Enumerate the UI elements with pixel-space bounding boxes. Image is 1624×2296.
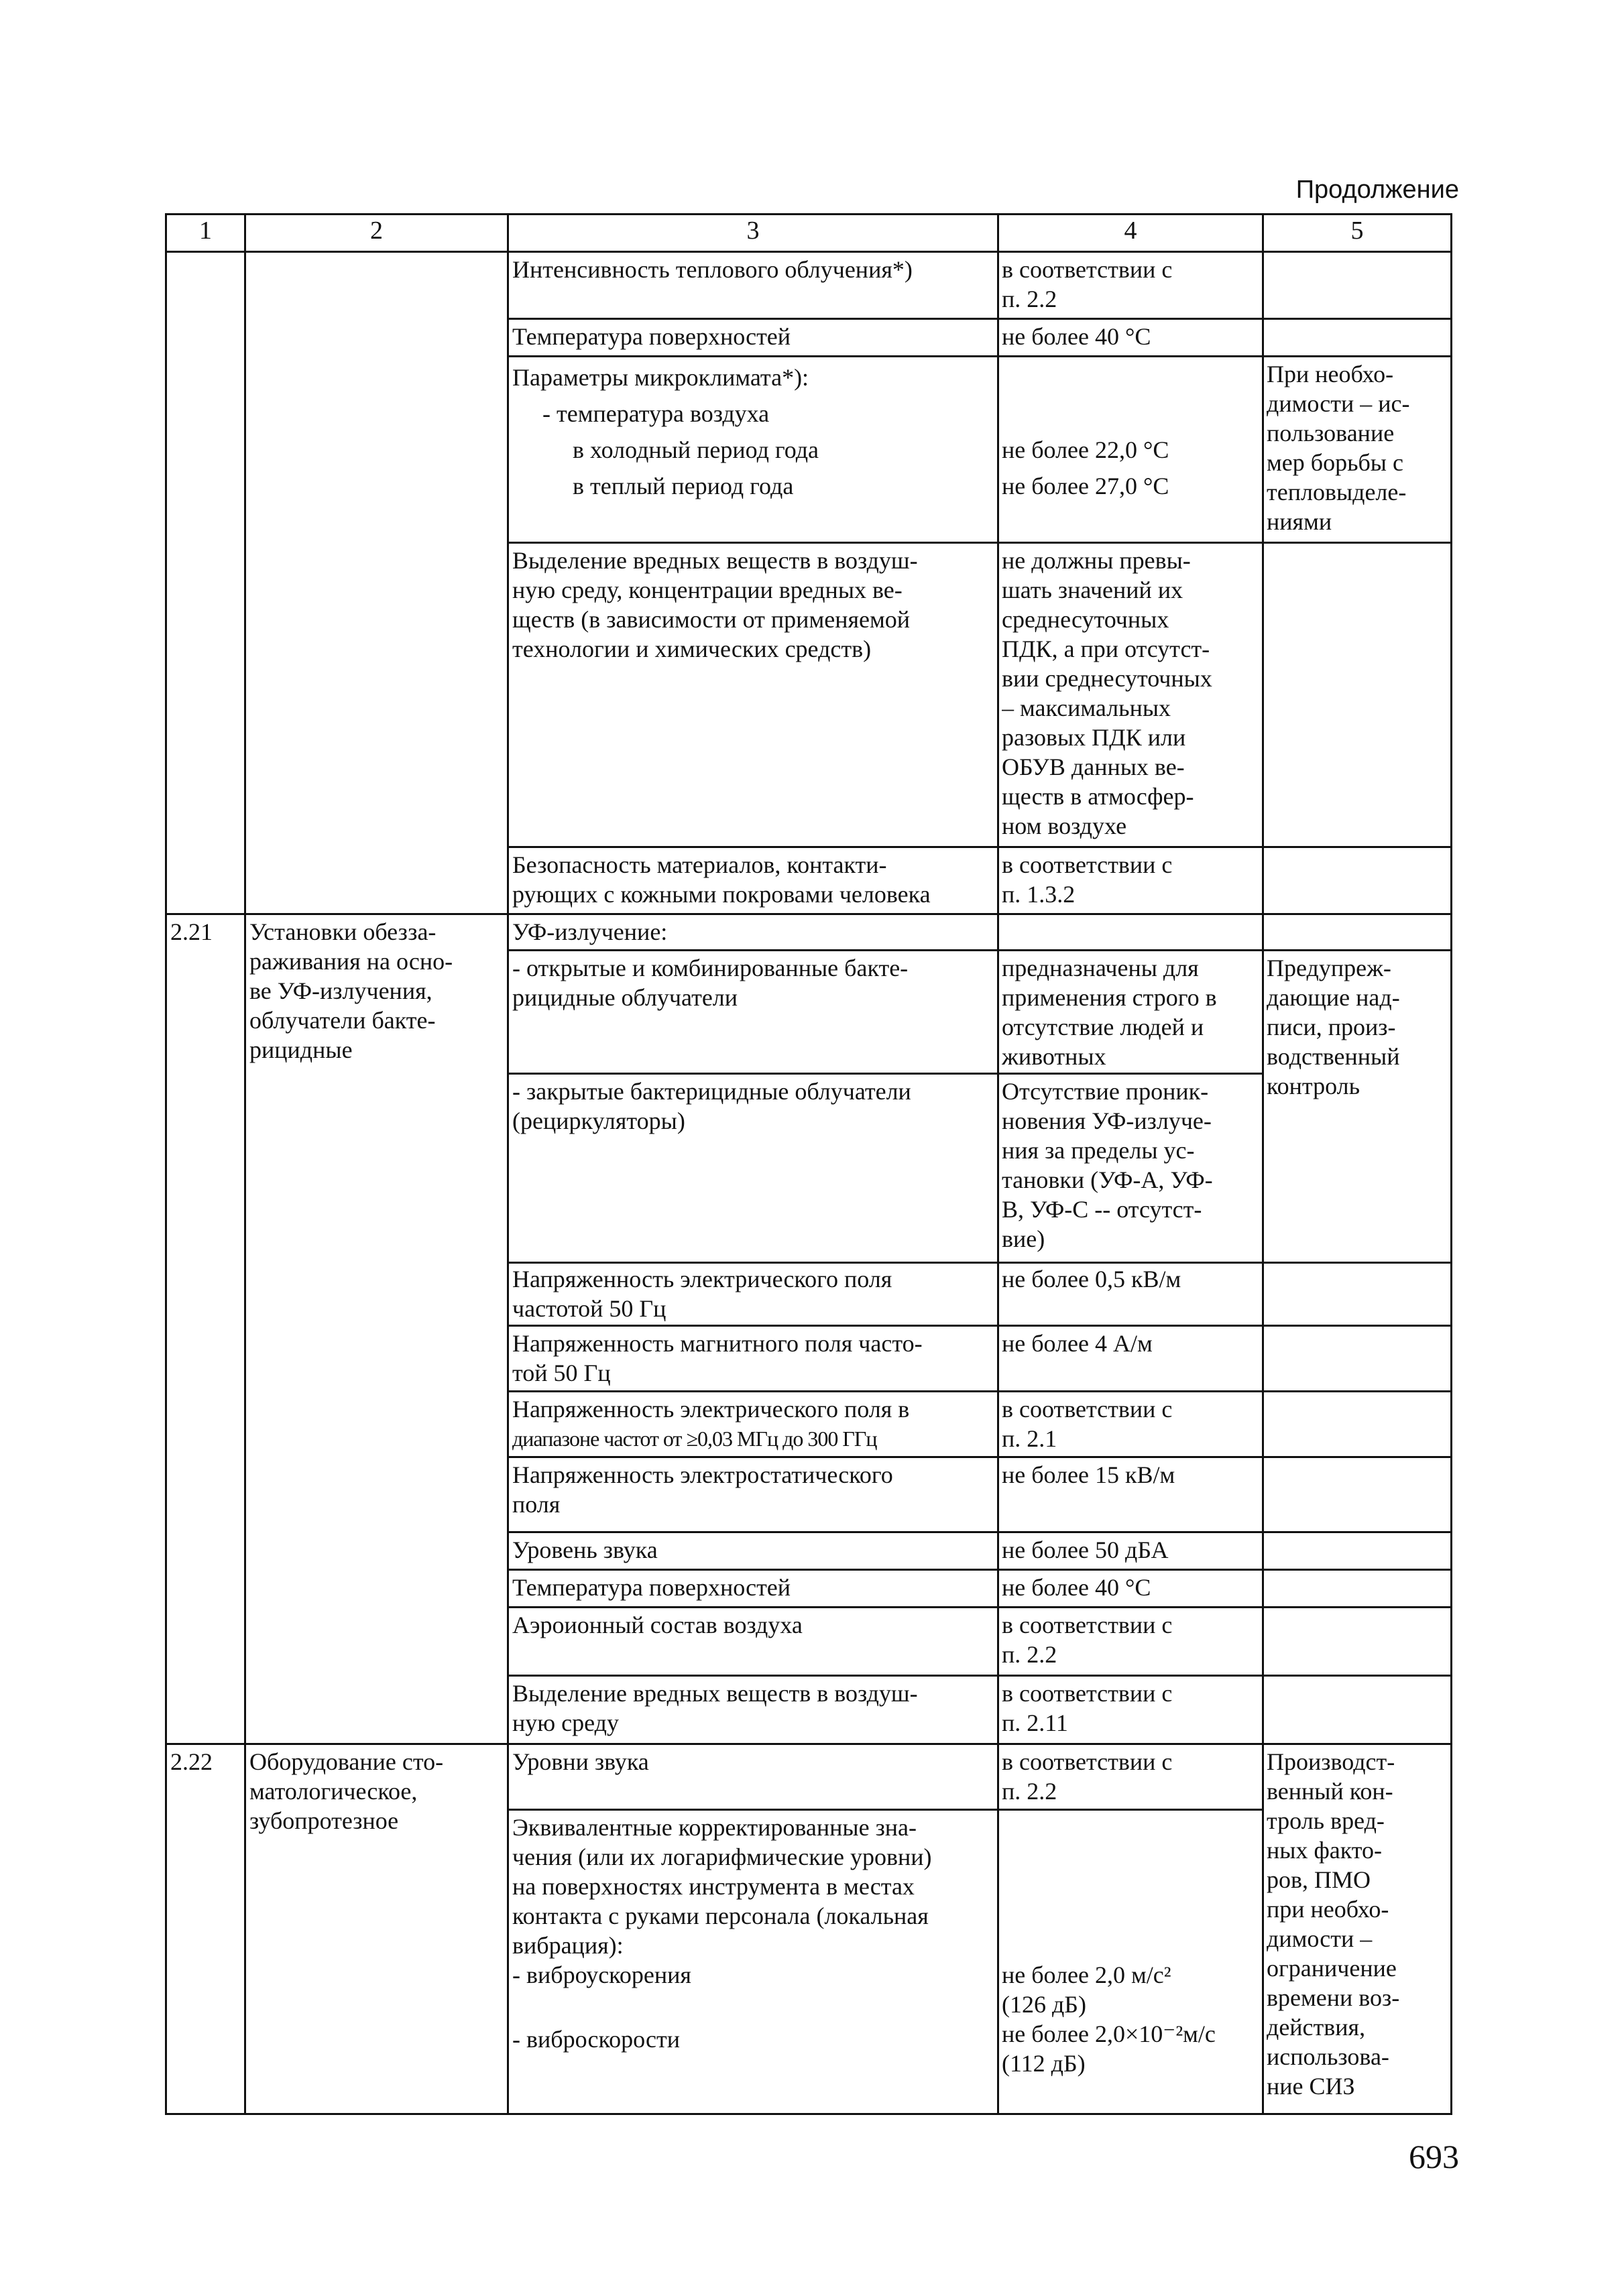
table-cell — [1002, 953, 1261, 1071]
cell-line: в соответствии с — [1002, 1748, 1173, 1775]
table-cell — [512, 1264, 995, 1323]
cell-line: ние СИЗ — [1267, 2073, 1355, 2100]
cell-line: пользование — [1267, 420, 1395, 446]
table-cell — [1267, 953, 1449, 1101]
table-cell — [512, 1460, 995, 1519]
table-cell — [512, 1610, 995, 1640]
table-cell — [512, 953, 995, 1012]
cell-line: ную среду — [512, 1709, 619, 1736]
cell-line: поля — [512, 1491, 561, 1518]
continuation-label: Продолжение — [1295, 176, 1459, 204]
cell-line: 2.21 — [170, 918, 213, 945]
cell-line: не более 2,0 м/с² — [1002, 1961, 1171, 1988]
cell-line: Интенсивность теплового облучения*) — [512, 256, 913, 283]
cell-line: Уровень звука — [512, 1536, 658, 1563]
cell-line: предназначены для — [1002, 955, 1199, 981]
cell-line: тановки (УФ-А, УФ- — [1002, 1166, 1213, 1193]
cell-line: ниями — [1267, 508, 1332, 535]
table-cell — [1267, 359, 1449, 536]
cell-line: тепловыделе- — [1267, 479, 1407, 505]
cell-line: В, УФ-С -- отсутст- — [1002, 1196, 1202, 1223]
table-cell — [1002, 1329, 1261, 1358]
cell-line: Аэроионный состав воздуха — [512, 1612, 803, 1638]
cell-line: ров, ПМО — [1267, 1866, 1371, 1893]
cell-line: – максимальных — [1002, 694, 1171, 721]
table-cell — [512, 359, 995, 504]
cell-line: писи, произ- — [1267, 1014, 1396, 1040]
cell-line: димости – ис- — [1267, 390, 1410, 417]
cell-line: Эквивалентные корректированные зна- — [512, 1814, 917, 1841]
cell-line: отсутствие людей и — [1002, 1014, 1204, 1040]
cell-line: Напряженность магнитного поля часто- — [512, 1330, 923, 1357]
cell-line: п. 1.3.2 — [1002, 881, 1076, 908]
cell-line: рующих с кожными покровами человека — [512, 881, 931, 908]
cell-line: в соответствии с — [1002, 851, 1173, 878]
cell-line: (112 дБ) — [1002, 2050, 1086, 2077]
cell-line: ПДК, а при отсутст- — [1002, 636, 1210, 662]
cell-line: Отсутствие проник- — [1002, 1078, 1209, 1105]
cell-line: мер борьбы с — [1267, 449, 1403, 476]
cell-line: Температура поверхностей — [512, 1574, 791, 1601]
cell-line: не более 4 А/м — [1002, 1330, 1153, 1357]
table-cell — [1002, 1264, 1261, 1294]
cell-line: Предупреж- — [1267, 955, 1391, 981]
cell-line: облучатели бакте- — [249, 1007, 436, 1034]
table-cell — [512, 1679, 995, 1738]
cell-line: не более 50 дБА — [1002, 1536, 1169, 1563]
cell-line: - закрытые бактерицидные облучатели — [512, 1078, 911, 1105]
table-cell — [1002, 1394, 1261, 1453]
cell-line: - виброускорения — [512, 1961, 691, 1988]
cell-line: Напряженность электрического поля — [512, 1266, 892, 1292]
column-header-5: 5 — [1350, 217, 1364, 245]
cell-line: не более 0,5 кВ/м — [1002, 1266, 1181, 1292]
cell-line: ществ (в зависимости от применяемой — [512, 606, 911, 633]
table-cell — [1002, 255, 1261, 314]
table-cell — [512, 1747, 995, 1776]
cell-line: п. 2.2 — [1002, 1641, 1057, 1668]
cell-line: Безопасность материалов, контакти- — [512, 851, 887, 878]
cell-line: Производст- — [1267, 1748, 1395, 1775]
cell-line: не более 27,0 °С — [1002, 473, 1169, 499]
cell-line: среднесуточных — [1002, 606, 1169, 633]
cell-line: не более 22,0 °С — [1002, 436, 1169, 463]
column-header-3: 3 — [746, 217, 760, 245]
cell-line: п. 2.1 — [1002, 1425, 1057, 1452]
cell-line: - виброскорости — [512, 2026, 680, 2053]
cell-line: разовых ПДК или — [1002, 724, 1186, 751]
cell-line: на поверхностях инструмента в местах — [512, 1873, 915, 1900]
cell-line: ных факто- — [1267, 1837, 1383, 1864]
cell-line: в соответствии с — [1002, 1396, 1173, 1423]
cell-line: п. 2.2 — [1002, 1778, 1057, 1805]
cell-line: Выделение вредных веществ в воздуш- — [512, 547, 918, 574]
table-cell — [1002, 1077, 1261, 1254]
cell-line: ве УФ-излучения, — [249, 977, 432, 1004]
cell-line: ществ в атмосфер- — [1002, 783, 1194, 810]
cell-line: раживания на осно- — [249, 948, 453, 975]
cell-line: вибрация): — [512, 1932, 624, 1959]
cell-line: шать значений их — [1002, 577, 1183, 603]
cell-line: контроль — [1267, 1073, 1360, 1099]
page-number: 693 — [1409, 2138, 1459, 2175]
cell-line: (126 дБ) — [1002, 1991, 1086, 2018]
cell-line: - температура воздуха — [542, 400, 770, 427]
cell-line: в холодный период года — [573, 436, 819, 463]
cell-line: ном воздухе — [1002, 812, 1127, 839]
cell-line: животных — [1002, 1043, 1106, 1070]
table-cell — [512, 322, 995, 351]
cell-line: вии среднесуточных — [1002, 665, 1212, 692]
item-number — [170, 1747, 243, 1776]
cell-line: ную среду, концентрации вредных ве- — [512, 577, 903, 603]
cell-line: в теплый период года — [573, 473, 794, 499]
cell-line: новения УФ-излуче- — [1002, 1107, 1212, 1134]
cell-line: вие) — [1002, 1225, 1045, 1252]
cell-line: п. 2.11 — [1002, 1709, 1068, 1736]
cell-line: при необхо- — [1267, 1896, 1389, 1923]
table-cell — [249, 1747, 506, 1835]
table-cell — [1002, 850, 1261, 909]
cell-line: не более 2,0×10⁻²м/с — [1002, 2020, 1216, 2047]
table-cell — [1002, 432, 1261, 504]
table-cell — [512, 1329, 995, 1388]
cell-line: рицидные — [249, 1036, 353, 1063]
table-cell — [512, 917, 995, 947]
cell-line: действия, — [1267, 2014, 1366, 2041]
cell-line: технологии и химических средств) — [512, 636, 872, 662]
cell-line: ния за пределы ус- — [1002, 1137, 1195, 1164]
table-cell — [1002, 322, 1261, 351]
cell-line: 2.22 — [170, 1748, 213, 1775]
cell-line: диапазоне частот от ≥0,03 МГц до 300 ГГц — [512, 1427, 877, 1451]
table-cell — [512, 546, 995, 664]
cell-line: не более 40 °С — [1002, 323, 1151, 350]
table-cell — [512, 1535, 995, 1565]
cell-line: Оборудование сто- — [249, 1748, 444, 1775]
table-cell — [1002, 1747, 1261, 1806]
cell-line: дающие над- — [1267, 984, 1400, 1011]
cell-line: частотой 50 Гц — [512, 1295, 666, 1322]
cell-line: димости – — [1267, 1925, 1373, 1952]
cell-line: применения строго в — [1002, 984, 1217, 1011]
cell-line: Параметры микроклимата*): — [512, 364, 809, 391]
cell-line: использова- — [1267, 2043, 1389, 2070]
cell-line: матологическое, — [249, 1778, 418, 1805]
cell-line: не должны превы- — [1002, 547, 1191, 574]
table-cell — [512, 1394, 995, 1453]
cell-line: Температура поверхностей — [512, 323, 791, 350]
cell-line: в соответствии с — [1002, 256, 1173, 283]
table-cell — [1267, 1747, 1449, 2101]
table-cell — [512, 1077, 995, 1136]
column-header-4: 4 — [1124, 217, 1137, 245]
table-cell — [1002, 1460, 1261, 1490]
cell-line: - открытые и комбинированные бакте- — [512, 955, 909, 981]
cell-line: той 50 Гц — [512, 1360, 611, 1386]
item-number — [170, 917, 243, 947]
table-cell — [1002, 1573, 1261, 1602]
cell-line: времени воз- — [1267, 1984, 1400, 2011]
table-cell — [512, 850, 995, 909]
table-cell — [512, 1573, 995, 1602]
cell-line: троль вред- — [1267, 1807, 1385, 1834]
table-cell — [1002, 1535, 1261, 1565]
cell-line: контакта с руками персонала (локальная — [512, 1902, 929, 1929]
cell-line: Выделение вредных веществ в воздуш- — [512, 1680, 918, 1707]
table-cell — [1002, 1610, 1261, 1669]
table-cell — [1002, 1960, 1261, 2078]
cell-line: венный кон- — [1267, 1778, 1393, 1805]
table-cell — [512, 255, 995, 284]
column-header-1: 1 — [199, 217, 212, 245]
column-header-2: 2 — [370, 217, 383, 245]
cell-line: водственный — [1267, 1043, 1400, 1070]
cell-line: рицидные облучатели — [512, 984, 738, 1011]
table-cell — [1002, 1679, 1261, 1738]
cell-line: Напряженность электрического поля в — [512, 1396, 910, 1423]
cell-line: (рециркуляторы) — [512, 1107, 685, 1134]
cell-line: п. 2.2 — [1002, 286, 1057, 312]
table-cell — [1002, 546, 1261, 841]
cell-line: При необхо- — [1267, 361, 1394, 387]
cell-line: ОБУВ данных ве- — [1002, 753, 1185, 780]
cell-line: ограничение — [1267, 1955, 1397, 1982]
cell-line: зубопротезное — [249, 1807, 399, 1834]
cell-line: не более 40 °С — [1002, 1574, 1151, 1601]
cell-line: УФ-излучение: — [512, 918, 668, 945]
cell-line: Напряженность электростатического — [512, 1461, 893, 1488]
cell-line: в соответствии с — [1002, 1612, 1173, 1638]
cell-line: в соответствии с — [1002, 1680, 1173, 1707]
table-cell — [512, 1813, 995, 2054]
cell-line: чения (или их логарифмические уровни) — [512, 1844, 932, 1870]
cell-line: Установки обезза- — [249, 918, 437, 945]
cell-line: Уровни звука — [512, 1748, 649, 1775]
table-cell — [249, 917, 506, 1065]
cell-line: не более 15 кВ/м — [1002, 1461, 1175, 1488]
